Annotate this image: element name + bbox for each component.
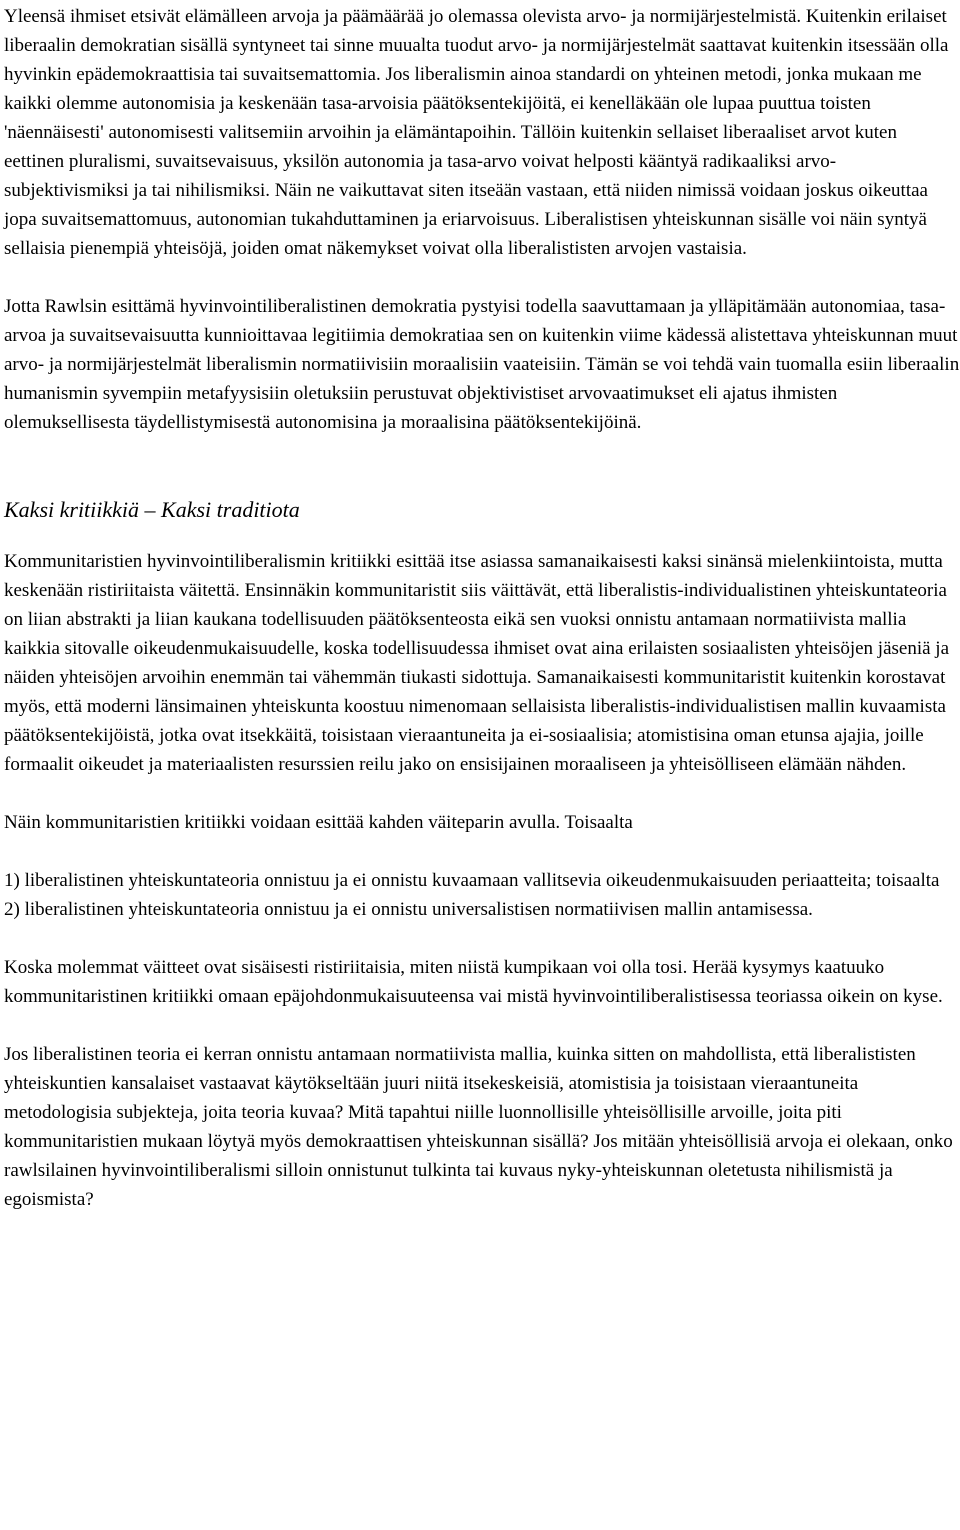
paragraph-autonomy: Yleensä ihmiset etsivät elämälleen arvoja ja päämäärää jo olemassa olevista arvo- ja normijärjestelmistä. Kuitenkin erilaiset liberaalin demokratian sisällä syntyneet tai sinne muualta tuodut arvo- ja normijärjestelmät saattavat kuitenkin itsessään olla hyvinkin epädemokraattisia tai suvaitsemattomia. Jos liberalismin ainoa standardi on yhteinen metodi, jonka mukaan me kaikki olemme autonomisia ja keskenään tasa-arvoisia päätöksentekijöitä, ei kenelläkään ole lupaa puuttua toisten 'näennäisesti' autonomisesti valitsemiin arvoihin ja elämäntapoihin. Tällöin kuitenkin sellaiset liberaaliset arvot kuten eettinen pluralismi, suvaitsevaisuus, yksilön autonomia ja tasa-arvo voivat helposti kääntyä radikaaliksi arvo-subjektivismiksi ja tai nihilismiksi. Näin ne vaikuttavat siten itseään vastaan, että niiden nimissä voidaan joskus oikeuttaa jopa suvaitsemattomuus, autonomian tukahduttaminen ja eriarvoisuus. Liberalistisen yhteiskunnan sisälle voi näin syntyä sellaisia pienempiä yhteisöjä, joiden omat näkemykset voivat olla liberalististen arvojen vastaisia. — [4, 6, 949, 259]
paragraph-spacer — [4, 837, 960, 866]
document-page — [4, 2, 960, 1214]
section-spacer — [4, 437, 960, 495]
paragraph-questions: Jos liberalistinen teoria ei kerran onnistu antamaan normatiivista mallia, kuinka sitten on mahdollista, että liberalististen yhteiskuntien kansalaiset vastaavat käytökseltään juuri niitä itsekeskeisiä, atomistisia ja toisistaan vieraantuneita metodologisia subjekteja, joita teoria kuvaa? Mitä tapahtui niille luonnollisille yhteisöllisille arvoille, joita piti kommunitaristien mukaan löytyä myös demokraattisen yhteiskunnan sisällä? Jos mitään yhteisöllisiä arvoja ei olekaan, onko rawlsilainen hyvinvointiliberalismi silloin onnistunut tulkinta tai kuvaus nyky-yhteiskunnan oletetusta nihilismistä ja egoismista? — [4, 1044, 953, 1210]
paragraph-spacer — [4, 263, 960, 292]
paragraph-critique: Kommunitaristien hyvinvointiliberalismin kritiikki esittää itse asiassa samanaikaisesti kaksi sinänsä mielenkiintoista, mutta keskenään ristiriitaista väitettä. Ensinnäkin kommunitaristit siis väittävät, että liberalistis-individualistinen yhteiskuntateoria on liian abstrakti ja liian kaukana todellisuuden päätöksenteosta eikä sen vuoksi onnistu antamaan normatiivista mallia kaikkia sitovalle oikeudenmukaisuudelle, koska todellisuudessa ihmiset ovat aina erilaisten sosiaalisten yhteisöjen jäseniä ja näiden yhteisöjen arvoihin enemmän tai vähemmän tiukasti sidottuja. Samanaikaisesti kommunitaristit kuitenkin korostavat myös, että moderni länsimainen yhteiskunta koostuu nimenomaan sellaisista liberalistis-individualistisen mallin kuvaamista päätöksentekijöistä, jotka ovat itsekkäitä, toisistaan vieraantuneita ja ei-sosiaalisia; atomistisina oman etunsa ajajia, joille formaalit oikeudet ja materiaalisten resurssien reilu jako on ensisijainen moraaliseen ja yhteisölliseen elämään nähden. — [4, 551, 950, 775]
paragraph-spacer — [4, 1011, 960, 1040]
paragraph-contradiction: Koska molemmat väitteet ovat sisäisesti ristiriitaisia, miten niistä kumpikaan voi olla tosi. Herää kysymys kaatuuko kommunitaristinen kritiikki omaan epäjohdonmukaisuuteensa vai mistä hyvinvointiliberalistisessa teoriassa oikein on kyse. — [4, 957, 943, 1007]
section-heading: Kaksi kritiikkiä – Kaksi traditiota — [4, 497, 300, 522]
paragraph-spacer — [4, 779, 960, 808]
paragraph-claim-pairs: Näin kommunitaristien kritiikki voidaan esittää kahden väiteparin avulla. Toisaalta — [4, 812, 633, 833]
heading-spacer — [4, 525, 960, 547]
paragraph-numbered-claims: 1) liberalistinen yhteiskuntateoria onnistuu ja ei onnistu kuvaamaan vallitsevia oikeudenmukaisuuden periaatteita; toisaalta 2) liberalistinen yhteiskuntateoria onnistuu ja ei onnistu universalistisen normatiivisen mallin antamisessa. — [4, 870, 940, 920]
paragraph-rawls: Jotta Rawlsin esittämä hyvinvointiliberalistinen demokratia pystyisi todella saavuttamaan ja ylläpitämään autonomiaa, tasa-arvoa ja suvaitsevaisuutta kunnioittavaa legitiimia demokratiaa sen on kuitenkin viime kädessä alistettava yhteiskunnan muut arvo- ja normijärjestelmät liberalismin normatiivisiin moraalisiin vaateisiin. Tämän se voi tehdä vain tuomalla esiin liberaalin humanismin syvempiin metafyysisiin oletuksiin perustuvat objektivistiset arvovaatimukset eli ajatus ihmisten olemuksellisesta täydellistymisestä autonomisina ja moraalisina päätöksentekijöinä. — [4, 296, 960, 433]
paragraph-spacer — [4, 924, 960, 953]
